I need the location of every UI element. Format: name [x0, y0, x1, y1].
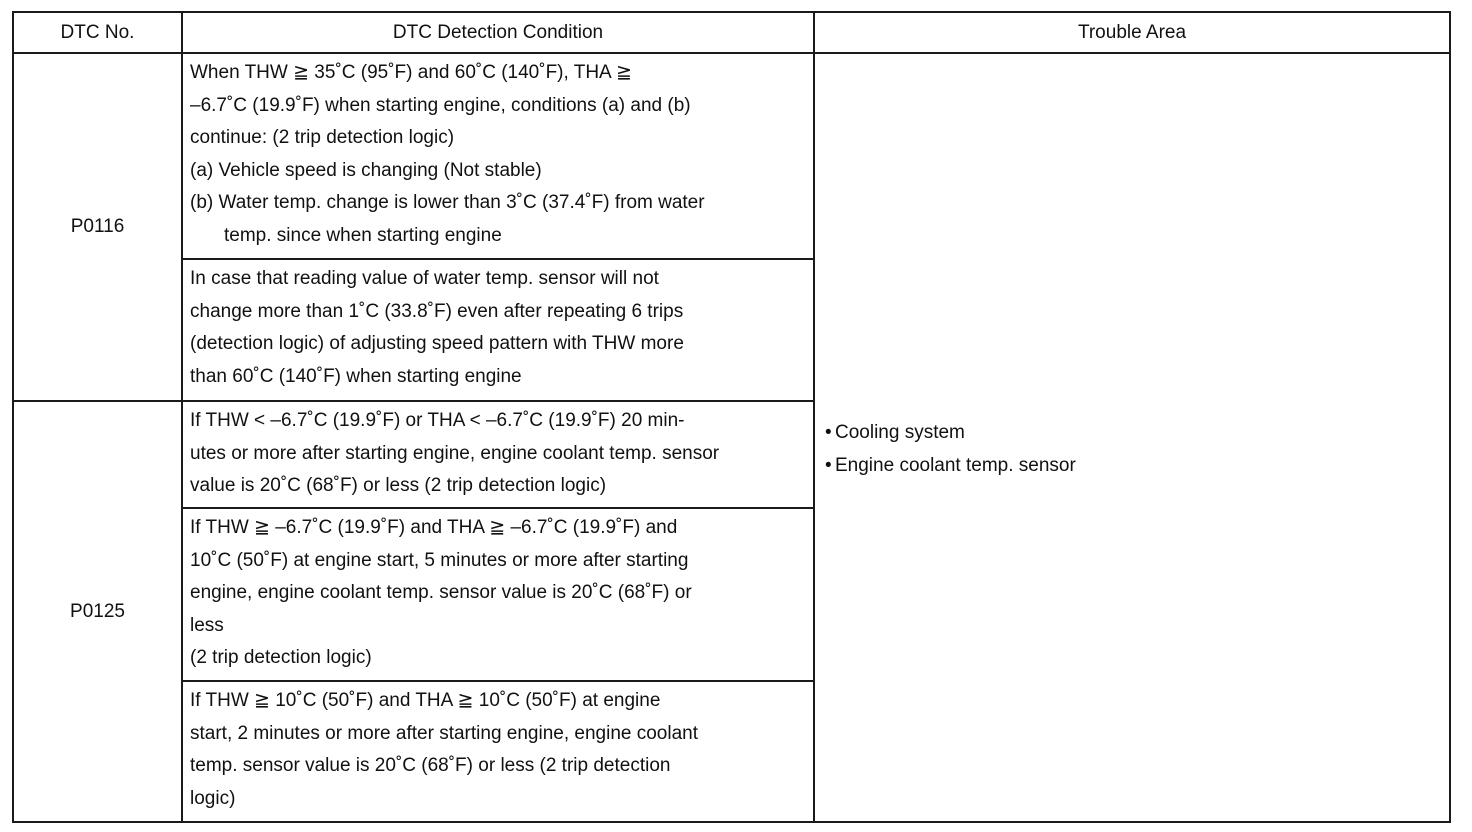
- condition-line: When THW ≧ 35˚C (95˚F) and 60˚C (140˚F), THA ≧: [190, 62, 632, 83]
- dtc-code-p0116: P0116: [13, 53, 182, 401]
- trouble-area-label: Engine coolant temp. sensor: [835, 455, 1076, 476]
- condition-line: temp. sensor value is 20˚C (68˚F) or less (2 trip detection: [190, 755, 671, 776]
- condition-line: start, 2 minutes or more after starting engine, engine coolant: [190, 722, 698, 744]
- condition-line: continue: (2 trip detection logic): [190, 127, 455, 148]
- header-row: [13, 12, 1450, 53]
- condition-line: change more than 1˚C (33.8˚F) even after repeating 6 trips: [190, 300, 684, 322]
- condition-cell: [182, 401, 814, 508]
- condition-line: (b) Water temp. change is lower than 3˚C (37.4˚F) from water: [190, 192, 705, 213]
- condition-line: If THW ≧ 10˚C (50˚F) and THA ≧ 10˚C (50˚F) at engine: [190, 690, 661, 711]
- condition-line: logic): [190, 787, 236, 809]
- condition-line: (a) Vehicle speed is changing (Not stable): [190, 159, 542, 181]
- condition-line: In case that reading value of water temp. sensor will not: [190, 268, 659, 289]
- condition-cell: [182, 259, 814, 401]
- condition-line: If THW < –6.7˚C (19.9˚F) or THA < –6.7˚C (19.9˚F) 20 min-: [190, 410, 685, 431]
- condition-line: If THW ≧ –6.7˚C (19.9˚F) and THA ≧ –6.7˚C (19.9˚F) and: [190, 517, 678, 538]
- bullet-icon: •: [825, 422, 832, 443]
- condition-line: engine, engine coolant temp. sensor value is 20˚C (68˚F) or: [190, 582, 692, 603]
- trouble-area-cell: [814, 53, 1450, 822]
- condition-line: temp. since when starting engine: [224, 224, 502, 246]
- condition-cell: [182, 53, 814, 259]
- condition-line: utes or more after starting engine, engine coolant temp. sensor: [190, 442, 720, 464]
- condition-line: value is 20˚C (68˚F) or less (2 trip detection logic): [190, 475, 607, 496]
- trouble-area-item: [825, 449, 1441, 482]
- header-trouble-area: Trouble Area: [814, 12, 1450, 53]
- condition-line: (2 trip detection logic): [190, 647, 372, 668]
- condition-line: less: [190, 614, 224, 636]
- table-row: [13, 53, 1450, 259]
- condition-line: than 60˚C (140˚F) when starting engine: [190, 365, 522, 387]
- trouble-area-item: [825, 416, 1441, 449]
- trouble-area-label: Cooling system: [835, 422, 965, 443]
- condition-cell: [182, 681, 814, 822]
- dtc-table: [12, 11, 1451, 823]
- condition-line: –6.7˚C (19.9˚F) when starting engine, conditions (a) and (b): [190, 94, 691, 116]
- bullet-icon: •: [825, 455, 832, 476]
- header-detection-condition: DTC Detection Condition: [182, 12, 814, 53]
- condition-line: 10˚C (50˚F) at engine start, 5 minutes or more after starting: [190, 549, 689, 571]
- dtc-code-p0125: P0125: [13, 401, 182, 822]
- header-dtc-no: DTC No.: [13, 12, 182, 53]
- condition-cell: [182, 508, 814, 681]
- condition-line: (detection logic) of adjusting speed pattern with THW more: [190, 333, 684, 354]
